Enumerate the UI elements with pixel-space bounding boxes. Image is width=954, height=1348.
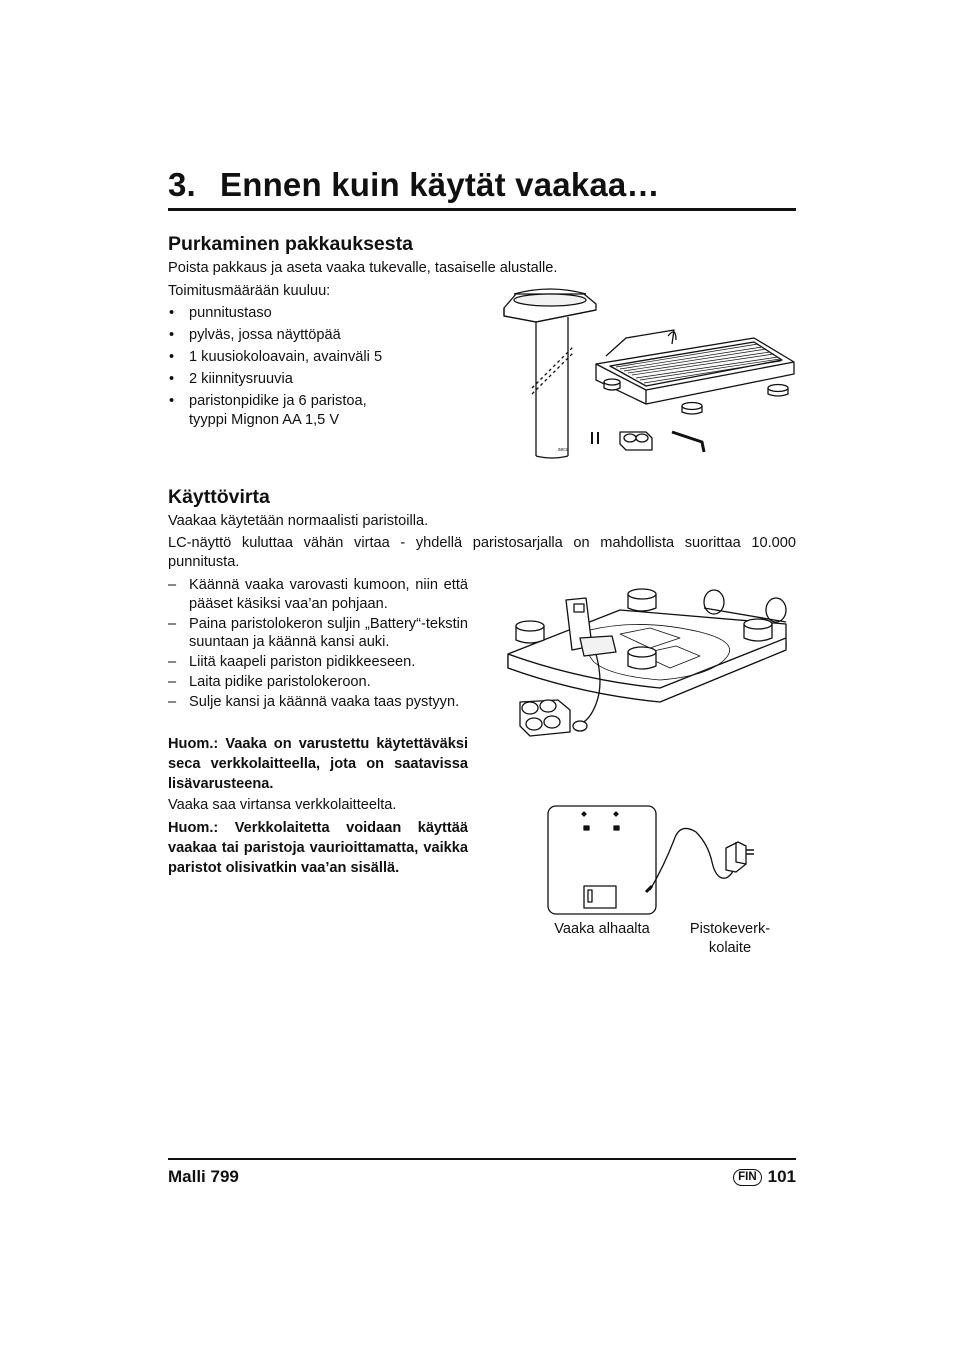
language-badge: FIN [733,1169,762,1186]
power-p2: LC-näyttö kuluttaa vähän virtaa - yhdellä paristosarjalla on mahdollista suorittaa 10.000 punnitusta. [168,535,796,570]
battery-compartment-illustration [500,584,800,746]
list-item: • 1 kuusiokoloavain, avainväli 5 [169,349,383,366]
list-item: • punnitustaso [169,305,272,321]
list-item: – Liitä kaapeli pariston pidikkeeseen. [168,654,416,671]
list-item: • paristonpidike ja 6 paristoa, tyyppi Mignon AA 1,5 V [169,393,367,428]
power-heading: Käyttövirta [168,486,270,508]
list-item: – Sulje kansi ja käännä vaaka taas pystyyn. [168,694,460,711]
scale-bottom-and-adapter-illustration [540,800,780,924]
page-number-block [733,1167,796,1187]
note-1: Huom.: Vaaka on varustettu käytettäväksi seca verkkolaitteella, jota on saatavissa lisävarusteena. [168,736,468,792]
list-item: – Käännä vaaka varovasti kumoon, niin että pääset käsiksi vaa’an pohjaan. [168,577,468,612]
scope-label: Toimitusmäärään kuuluu: [168,283,331,299]
section-title-text: Ennen kuin käytät vaakaa… [220,166,660,203]
section-number: 3. [168,166,196,203]
unpacking-heading: Purkaminen pakkauksesta [168,233,413,255]
note-2: Huom.: Verkkolaitetta voidaan käyttää vaakaa tai paristoja vaurioittamatta, vaikka paristot olisivatkin vaa’an sisällä. [168,820,468,876]
power-p3: Vaaka saa virtansa verkkolaitteelta. [168,797,397,813]
footer-rule [168,1158,796,1160]
caption-power-adapter: Pistokeverk- kolaite [689,921,771,956]
section-title [168,166,796,204]
unpacking-intro: Poista pakkaus ja aseta vaaka tukevalle, tasaiselle alustalle. [168,260,558,276]
footer-model: Malli 799 [168,1167,239,1186]
scope-list [168,304,408,433]
list-item: • 2 kiinnitysruuvia [169,371,293,388]
list-item: – Laita pidike paristolokeroon. [168,674,371,691]
title-rule [168,208,796,211]
list-item: – Paina paristolokeron suljin „Battery“-tekstin suuntaan ja käännä kansi auki. [168,615,468,651]
scale-components-illustration [496,286,800,462]
list-item: • pylväs, jossa näyttöpää [169,327,341,344]
brand-label: seca [558,447,569,453]
caption-scale-bottom: Vaaka alhaalta [554,921,650,937]
power-p1: Vaakaa käytetään normaalisti paristoilla. [168,513,429,529]
power-steps [168,576,468,713]
page-number: 101 [767,1167,796,1186]
